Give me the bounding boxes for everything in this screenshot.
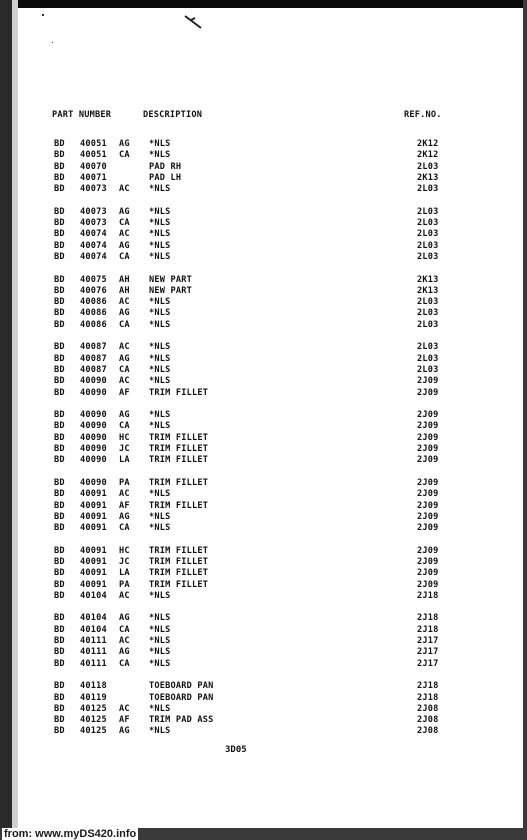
table-row <box>48 252 458 263</box>
part-prefix: BD <box>54 432 65 443</box>
ref-number: 2J09 <box>417 511 439 522</box>
part-group <box>48 546 458 602</box>
part-variant: JC <box>119 444 130 455</box>
part-variant: AC <box>119 184 130 195</box>
table-row <box>48 512 458 523</box>
ref-number: 2L03 <box>417 342 439 353</box>
part-description: TOEBOARD PAN <box>149 692 214 703</box>
part-prefix: BD <box>54 353 65 364</box>
part-description: *NLS <box>149 139 171 149</box>
ref-number: 2J09 <box>417 444 439 455</box>
ref-number: 2L03 <box>417 364 439 375</box>
part-variant: AF <box>119 387 130 398</box>
part-variant: AH <box>119 285 130 296</box>
ref-number: 2J09 <box>417 455 439 466</box>
part-variant: CA <box>119 218 130 229</box>
part-number: 40091 <box>80 500 107 511</box>
part-variant: AH <box>119 274 130 285</box>
part-description: TRIM FILLET <box>149 432 209 443</box>
part-number: 40051 <box>80 150 107 161</box>
part-prefix: BD <box>54 681 65 692</box>
ref-number: 2J09 <box>417 500 439 511</box>
part-number: 40087 <box>80 364 107 375</box>
part-number: 40125 <box>80 726 107 737</box>
table-row <box>48 139 458 150</box>
part-number: 40090 <box>80 455 107 466</box>
part-description: *NLS <box>149 647 171 658</box>
part-number: 40104 <box>80 624 107 635</box>
part-number: 40125 <box>80 703 107 714</box>
part-prefix: BD <box>54 364 65 375</box>
table-row <box>48 489 458 500</box>
ref-number: 2J09 <box>417 568 439 579</box>
ref-number: 2J17 <box>417 636 439 647</box>
ref-number: 2K13 <box>417 274 439 285</box>
part-variant: CA <box>119 319 130 330</box>
table-row <box>48 173 458 184</box>
part-number: 40090 <box>80 410 107 421</box>
part-variant: AC <box>119 229 130 240</box>
table-row <box>48 354 458 365</box>
table-row <box>48 308 458 319</box>
ref-number: 2L03 <box>417 319 439 330</box>
part-prefix: BD <box>54 274 65 285</box>
part-variant: AC <box>119 376 130 387</box>
ref-number: 2J17 <box>417 658 439 669</box>
part-number: 40119 <box>80 692 107 703</box>
ref-no-header: REF.NO. <box>404 110 442 120</box>
part-number: 40086 <box>80 297 107 308</box>
part-prefix: BD <box>54 715 65 726</box>
table-row <box>48 546 458 557</box>
part-number: 40091 <box>80 556 107 567</box>
part-prefix: BD <box>54 568 65 579</box>
ref-number: 2K12 <box>417 139 439 149</box>
part-number: 40074 <box>80 240 107 251</box>
part-description: *NLS <box>149 590 171 601</box>
part-variant: AC <box>119 703 130 714</box>
part-number: 40090 <box>80 432 107 443</box>
table-row <box>48 693 458 704</box>
part-prefix: BD <box>54 184 65 195</box>
part-variant: AF <box>119 500 130 511</box>
table-row <box>48 613 458 624</box>
ref-number: 2J09 <box>417 421 439 432</box>
ref-number: 2J09 <box>417 477 439 488</box>
table-row <box>48 625 458 636</box>
table-row <box>48 433 458 444</box>
table-row <box>48 286 458 297</box>
ref-number: 2J18 <box>417 624 439 635</box>
part-prefix: BD <box>54 624 65 635</box>
part-description: TRIM FILLET <box>149 545 209 556</box>
part-number: 40070 <box>80 161 107 172</box>
table-row <box>48 342 458 353</box>
table-row <box>48 150 458 161</box>
part-number-header: PART NUMBER <box>52 110 112 120</box>
ref-number: 2J09 <box>417 556 439 567</box>
part-number: 40071 <box>80 172 107 183</box>
parts-table <box>48 139 458 738</box>
part-number: 40073 <box>80 218 107 229</box>
part-prefix: BD <box>54 692 65 703</box>
part-variant: AG <box>119 613 130 624</box>
part-description: *NLS <box>149 184 171 195</box>
part-number: 40073 <box>80 184 107 195</box>
part-description: TRIM FILLET <box>149 455 209 466</box>
ref-number: 2L03 <box>417 229 439 240</box>
part-variant: CA <box>119 251 130 262</box>
part-variant: HC <box>119 545 130 556</box>
ref-number: 2L03 <box>417 308 439 319</box>
table-row <box>48 376 458 387</box>
part-prefix: BD <box>54 703 65 714</box>
part-prefix: BD <box>54 590 65 601</box>
table-row <box>48 636 458 647</box>
ref-number: 2L03 <box>417 161 439 172</box>
part-variant: AC <box>119 297 130 308</box>
table-row <box>48 162 458 173</box>
part-description: *NLS <box>149 342 171 353</box>
part-description: *NLS <box>149 251 171 262</box>
table-row <box>48 715 458 726</box>
table-row <box>48 726 458 737</box>
part-number: 40051 <box>80 139 107 149</box>
part-prefix: BD <box>54 319 65 330</box>
table-row <box>48 275 458 286</box>
part-prefix: BD <box>54 579 65 590</box>
part-variant: PA <box>119 477 130 488</box>
part-prefix: BD <box>54 285 65 296</box>
part-variant: AG <box>119 726 130 737</box>
part-variant: AF <box>119 715 130 726</box>
part-variant: AC <box>119 636 130 647</box>
part-variant: AC <box>119 342 130 353</box>
part-number: 40090 <box>80 421 107 432</box>
part-variant: LA <box>119 568 130 579</box>
table-row <box>48 207 458 218</box>
part-prefix: BD <box>54 647 65 658</box>
part-group <box>48 613 458 669</box>
part-prefix: BD <box>54 545 65 556</box>
part-variant: AG <box>119 410 130 421</box>
table-row <box>48 681 458 692</box>
part-prefix: BD <box>54 455 65 466</box>
table-row <box>48 241 458 252</box>
ref-number: 2K13 <box>417 172 439 183</box>
part-description: NEW PART <box>149 285 192 296</box>
scan-smudge-mark <box>183 14 205 30</box>
part-number: 40104 <box>80 590 107 601</box>
part-variant: CA <box>119 364 130 375</box>
part-description: *NLS <box>149 240 171 251</box>
part-number: 40118 <box>80 681 107 692</box>
part-prefix: BD <box>54 511 65 522</box>
ref-number: 2L03 <box>417 251 439 262</box>
part-number: 40090 <box>80 477 107 488</box>
ref-number: 2J18 <box>417 590 439 601</box>
part-description: *NLS <box>149 613 171 624</box>
part-variant: AG <box>119 308 130 319</box>
part-prefix: BD <box>54 308 65 319</box>
part-prefix: BD <box>54 421 65 432</box>
part-prefix: BD <box>54 172 65 183</box>
part-prefix: BD <box>54 636 65 647</box>
part-description: *NLS <box>149 308 171 319</box>
table-row <box>48 455 458 466</box>
part-prefix: BD <box>54 240 65 251</box>
part-group <box>48 275 458 331</box>
part-description: TRIM FILLET <box>149 444 209 455</box>
part-number: 40090 <box>80 444 107 455</box>
part-variant: PA <box>119 579 130 590</box>
ref-number: 2J08 <box>417 703 439 714</box>
ref-number: 2L03 <box>417 206 439 217</box>
ref-number: 2L03 <box>417 353 439 364</box>
scan-border-left <box>0 0 12 840</box>
part-number: 40111 <box>80 647 107 658</box>
part-description: *NLS <box>149 364 171 375</box>
part-variant: AG <box>119 240 130 251</box>
part-description: PAD RH <box>149 161 182 172</box>
part-number: 40074 <box>80 229 107 240</box>
part-variant: CA <box>119 624 130 635</box>
part-description: *NLS <box>149 421 171 432</box>
scan-border-left-inner <box>12 0 18 840</box>
table-row <box>48 523 458 534</box>
part-number: 40091 <box>80 579 107 590</box>
scan-speck <box>52 42 53 43</box>
parts-list <box>48 110 458 749</box>
part-variant: AG <box>119 139 130 149</box>
part-number: 40087 <box>80 353 107 364</box>
table-row <box>48 647 458 658</box>
part-variant: LA <box>119 455 130 466</box>
part-description: *NLS <box>149 726 171 737</box>
part-number: 40111 <box>80 636 107 647</box>
part-prefix: BD <box>54 387 65 398</box>
part-prefix: BD <box>54 556 65 567</box>
part-number: 40091 <box>80 489 107 500</box>
part-description: TRIM PAD ASS <box>149 715 214 726</box>
table-row <box>48 388 458 399</box>
part-description: TRIM FILLET <box>149 477 209 488</box>
table-row <box>48 557 458 568</box>
table-row <box>48 421 458 432</box>
table-row <box>48 659 458 670</box>
part-variant: HC <box>119 432 130 443</box>
part-number: 40091 <box>80 568 107 579</box>
part-prefix: BD <box>54 658 65 669</box>
part-variant: AG <box>119 353 130 364</box>
part-variant: AC <box>119 489 130 500</box>
part-number: 40076 <box>80 285 107 296</box>
part-prefix: BD <box>54 342 65 353</box>
part-prefix: BD <box>54 218 65 229</box>
part-description: *NLS <box>149 703 171 714</box>
ref-number: 2J09 <box>417 489 439 500</box>
part-description: NEW PART <box>149 274 192 285</box>
ref-number: 2L03 <box>417 297 439 308</box>
part-prefix: BD <box>54 500 65 511</box>
part-variant: AG <box>119 511 130 522</box>
part-description: TRIM FILLET <box>149 500 209 511</box>
part-description: *NLS <box>149 229 171 240</box>
part-description: TOEBOARD PAN <box>149 681 214 692</box>
part-group <box>48 478 458 534</box>
part-description: *NLS <box>149 523 171 534</box>
part-number: 40087 <box>80 342 107 353</box>
part-number: 40075 <box>80 274 107 285</box>
part-prefix: BD <box>54 613 65 624</box>
ref-number: 2J09 <box>417 410 439 421</box>
part-prefix: BD <box>54 251 65 262</box>
table-row <box>48 365 458 376</box>
table-row <box>48 704 458 715</box>
part-prefix: BD <box>54 444 65 455</box>
part-prefix: BD <box>54 229 65 240</box>
part-prefix: BD <box>54 410 65 421</box>
scan-border-right <box>523 0 527 840</box>
part-variant: CA <box>119 523 130 534</box>
ref-number: 2J18 <box>417 692 439 703</box>
part-description: *NLS <box>149 218 171 229</box>
part-number: 40074 <box>80 251 107 262</box>
part-description: *NLS <box>149 624 171 635</box>
part-number: 40091 <box>80 545 107 556</box>
part-group <box>48 207 458 263</box>
ref-number: 2J09 <box>417 579 439 590</box>
ref-number: 2J08 <box>417 715 439 726</box>
source-watermark: from: www.myDS420.info <box>4 828 137 840</box>
part-description: TRIM FILLET <box>149 387 209 398</box>
ref-number: 2L03 <box>417 184 439 195</box>
part-description: *NLS <box>149 206 171 217</box>
part-prefix: BD <box>54 161 65 172</box>
table-row <box>48 568 458 579</box>
part-group <box>48 410 458 466</box>
ref-number: 2J09 <box>417 545 439 556</box>
part-group <box>48 139 458 195</box>
part-description: TRIM FILLET <box>149 568 209 579</box>
part-description: *NLS <box>149 319 171 330</box>
part-number: 40090 <box>80 387 107 398</box>
part-description: *NLS <box>149 636 171 647</box>
description-header: DESCRIPTION <box>143 110 203 120</box>
part-number: 40073 <box>80 206 107 217</box>
part-prefix: BD <box>54 376 65 387</box>
ref-number: 2J09 <box>417 376 439 387</box>
ref-number: 2L03 <box>417 240 439 251</box>
ref-number: 2J09 <box>417 432 439 443</box>
part-description: *NLS <box>149 658 171 669</box>
part-number: 40091 <box>80 511 107 522</box>
part-number: 40111 <box>80 658 107 669</box>
part-prefix: BD <box>54 150 65 161</box>
ref-number: 2J09 <box>417 387 439 398</box>
table-row <box>48 184 458 195</box>
part-number: 40125 <box>80 715 107 726</box>
ref-number: 2K12 <box>417 150 439 161</box>
page-code: 3D05 <box>225 745 247 755</box>
part-variant: JC <box>119 556 130 567</box>
table-row <box>48 297 458 308</box>
part-number: 40104 <box>80 613 107 624</box>
part-description: TRIM FILLET <box>149 579 209 590</box>
part-variant: CA <box>119 421 130 432</box>
part-description: *NLS <box>149 150 171 161</box>
table-row <box>48 229 458 240</box>
part-prefix: BD <box>54 139 65 149</box>
scan-border-top <box>0 0 527 8</box>
part-number: 40086 <box>80 319 107 330</box>
part-description: *NLS <box>149 297 171 308</box>
ref-number: 2J18 <box>417 613 439 624</box>
part-description: *NLS <box>149 489 171 500</box>
part-description: PAD LH <box>149 172 182 183</box>
part-number: 40090 <box>80 376 107 387</box>
part-prefix: BD <box>54 523 65 534</box>
table-row <box>48 444 458 455</box>
table-row <box>48 591 458 602</box>
part-description: *NLS <box>149 511 171 522</box>
ref-number: 2L03 <box>417 218 439 229</box>
table-row <box>48 501 458 512</box>
ref-number: 2J17 <box>417 647 439 658</box>
table-row <box>48 218 458 229</box>
part-prefix: BD <box>54 489 65 500</box>
column-header-row <box>48 110 458 126</box>
part-variant: CA <box>119 150 130 161</box>
part-prefix: BD <box>54 726 65 737</box>
part-variant: CA <box>119 658 130 669</box>
table-row <box>48 478 458 489</box>
table-row <box>48 580 458 591</box>
ref-number: 2J08 <box>417 726 439 737</box>
part-number: 40091 <box>80 523 107 534</box>
ref-number: 2J09 <box>417 523 439 534</box>
ref-number: 2J18 <box>417 681 439 692</box>
part-description: *NLS <box>149 353 171 364</box>
table-row <box>48 320 458 331</box>
part-description: *NLS <box>149 376 171 387</box>
part-number: 40086 <box>80 308 107 319</box>
part-variant: AC <box>119 590 130 601</box>
part-description: TRIM FILLET <box>149 556 209 567</box>
part-description: *NLS <box>149 410 171 421</box>
part-variant: AG <box>119 647 130 658</box>
part-variant: AG <box>119 206 130 217</box>
part-prefix: BD <box>54 297 65 308</box>
table-row <box>48 410 458 421</box>
ref-number: 2K13 <box>417 285 439 296</box>
part-group <box>48 681 458 737</box>
scan-speck <box>42 14 44 16</box>
part-group <box>48 342 458 398</box>
part-prefix: BD <box>54 206 65 217</box>
part-prefix: BD <box>54 477 65 488</box>
